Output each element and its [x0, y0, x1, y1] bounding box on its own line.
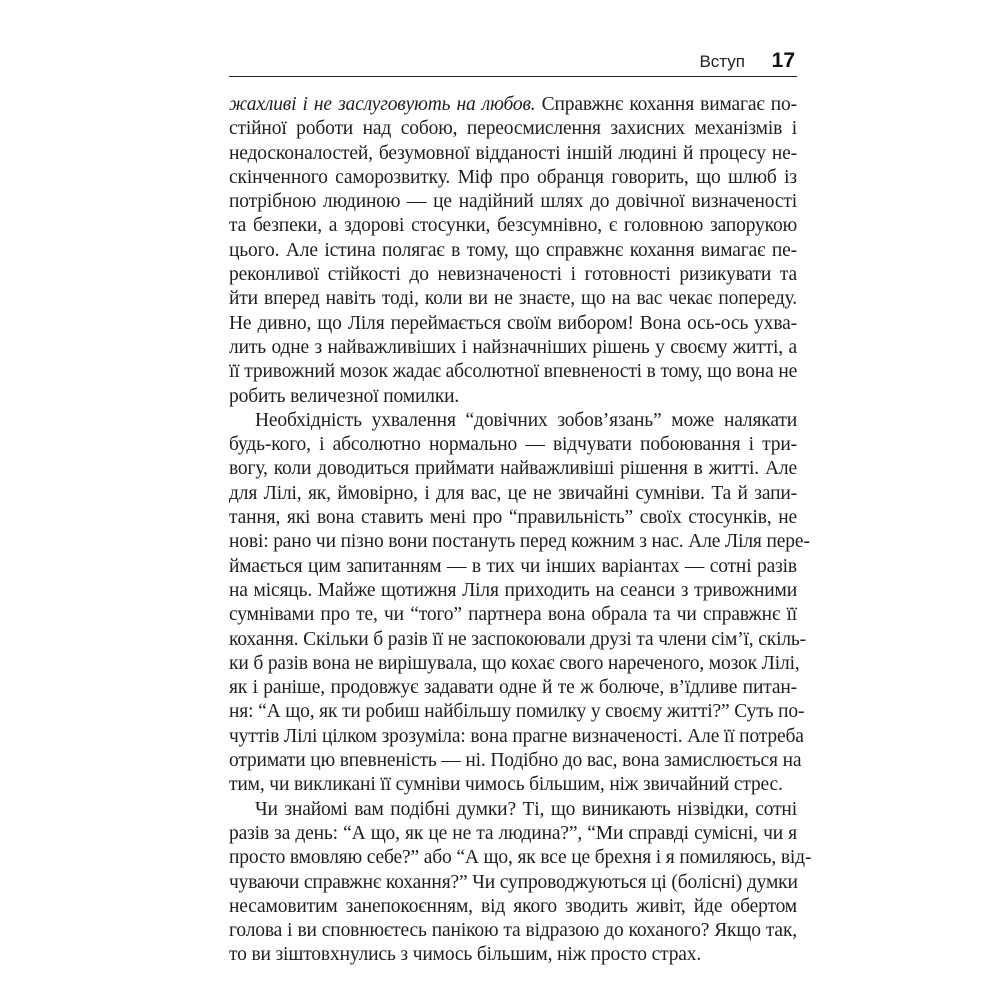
text-line: то ви зіштовхнулись з чимось більшим, ніж просто страх. — [229, 944, 702, 966]
text-line: стійної роботи над собою, переосмислення захисних механізмів і — [229, 118, 797, 140]
page-number: 17 — [771, 49, 795, 72]
text-line: голова і ви сповнюєтесь панікою та відразою до коханого? Якщо так, — [229, 920, 797, 942]
text-line: кохання. Скільки б разів її не заспокоювали друзі та члени сім’ї, скіль- — [229, 628, 807, 650]
text-line: отримати цю впевненість — ні. Подібно до вас, вона замислюється на — [229, 750, 802, 772]
text-line: просто вмовляю себе?” або “А що, як все це брехня і я помиляюсь, від- — [229, 847, 812, 869]
text-line: разів за день: “А що, як це не та людина?”, “Ми справді сумісні, чи я — [229, 822, 797, 844]
text-line: тання, які вона ставить мені про “правильність” своїх стосунків, не — [229, 507, 797, 529]
text-line: цього. Але істина полягає в тому, що справжнє кохання вимагає пе- — [229, 239, 797, 261]
text-line: робить величезної помилки. — [229, 385, 460, 407]
body-text — [229, 93, 812, 968]
text-line: недосконалостей, безумовної відданості іншій людині й процесу не- — [229, 142, 797, 164]
text-line: чуваючи справжнє кохання?” Чи супроводжуються ці (болісні) думки — [229, 871, 798, 893]
text-line: реконливої стійкості до невизначеності і готовності ризикувати та — [229, 264, 797, 286]
text-line: Не дивно, що Ліля переймається своїм вибором! Вона ось-ось ухва- — [229, 312, 797, 334]
text-line: скінченного саморозвитку. Міф про обранця говорить, що шлюб із — [229, 166, 797, 188]
paragraph — [229, 93, 797, 409]
section-title: Вступ — [699, 52, 745, 71]
text-line: вогу, коли доводиться приймати найважливіші рішення в житті. Але — [229, 458, 797, 480]
text-line: потрібною людиною — це надійний шлях до довічної визначеності — [229, 191, 797, 213]
text-line: на місяць. Майже щотижня Ліля приходить на сеанси з тривожними — [229, 579, 797, 601]
text-line: будь-кого, і абсолютно нормально — відчувати побоювання і три- — [229, 434, 797, 456]
text-line: як і раніше, продовжує задавати одне й те ж болюче, в’їдливе питан- — [229, 677, 797, 699]
text-line: Необхідність ухвалення “довічних зобов’язань” може налякати — [255, 409, 797, 431]
text-line: її тривожний мозок жадає абсолютної впевненості в тому, що вона не — [229, 361, 798, 383]
text-line: лить одне з найважливіших і найзначніших рішень у своєму житті, а — [229, 336, 797, 358]
text-line: ки б разів вона не вирішувала, що кохає свого нареченого, мозок Лілі, — [229, 652, 800, 674]
text-line: Чи знайомі вам подібні думки? Ті, що виникають нізвідки, сотні — [255, 798, 797, 820]
italic-phrase: жахливі і не заслуговують на любов. — [229, 94, 536, 115]
text-line: йти вперед навіть тоді, коли ви не знаєте, що на вас чекає попереду. — [229, 288, 797, 310]
text-line: для Лілі, як, ймовірно, і для вас, це не звичайні сумніви. Та й запи- — [229, 482, 797, 504]
running-header — [229, 49, 797, 77]
paragraph — [229, 409, 810, 798]
text-line: чуттів Лілі цілком зрозуміла: вона прагне визначеності. Але її потреба — [229, 725, 804, 747]
text-line: тим, чи викликані її сумніви чимось більшим, ніж звичайний стрес. — [229, 774, 783, 796]
text-line: несамовитим занепокоєнням, від якого зводить живіт, йде обертом — [229, 895, 797, 917]
text-line: та безпеки, а здорові стосунки, безсумнівно, є головною запорукою — [229, 215, 797, 237]
text-line: ймається цим запитанням — в тих чи інших варіантах — сотні разів — [229, 555, 797, 577]
paragraph — [229, 798, 812, 968]
text-line: жахливі і не заслуговують на любов. Справжнє кохання вимагає по- — [229, 94, 797, 115]
text-line: нові: рано чи пізно вони постануть перед кожним з нас. Але Ліля пере- — [229, 531, 810, 553]
text-line: сумнівами про те, чи “того” партнера вона обрала та чи справжнє її — [229, 604, 797, 626]
text-line: ня: “А що, як ти робиш найбільшу помилку у своєму житті?” Суть по- — [229, 701, 805, 723]
